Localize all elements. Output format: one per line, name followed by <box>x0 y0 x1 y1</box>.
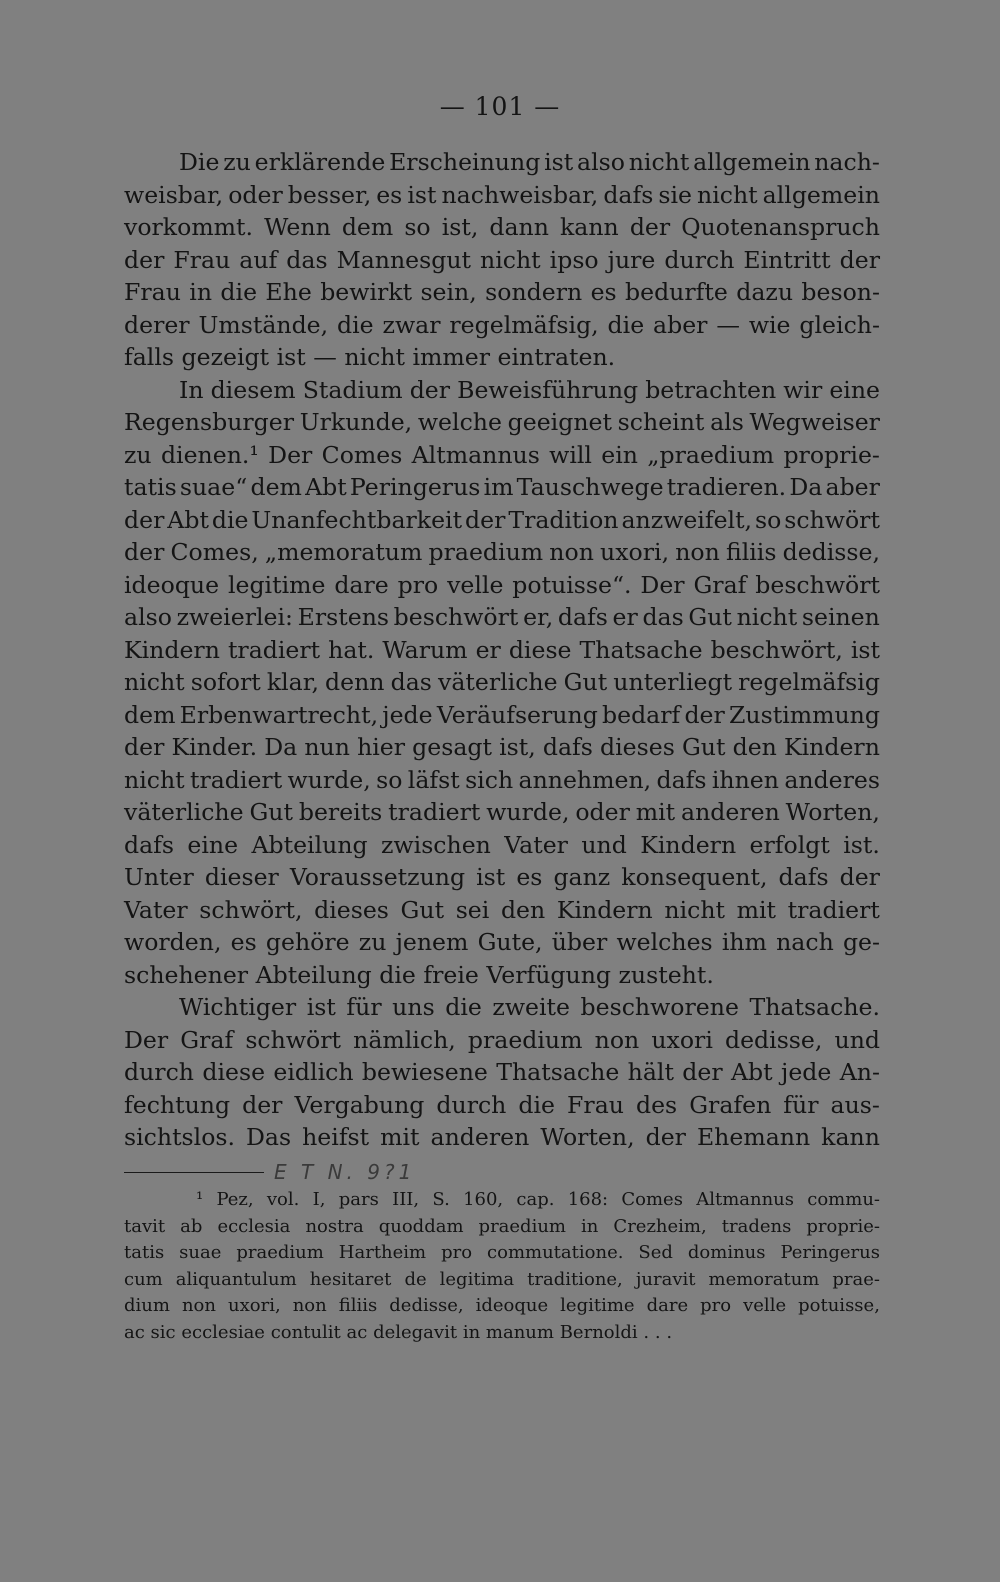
text-line: Regensburger Urkunde, welche geeignet scheint als Wegweiser <box>124 408 880 436</box>
text-line: Kindern tradiert hat. Warum er diese Thatsache beschwört, ist <box>124 635 880 664</box>
footnote-line: dium non uxori, non filiis dedisse, ideoque legitime dare pro velle potuisse, <box>124 1295 880 1316</box>
text-line: schehener Abteilung die freie Verfügung zusteht. <box>124 960 714 989</box>
footnote-line: ¹ Pez, vol. I, pars III, S. 160, cap. 168: Comes Altmannus commu- <box>196 1189 880 1210</box>
footnote-line: ac sic ecclesiae contulit ac delegavit in manum Bernoldi . . . <box>124 1321 673 1343</box>
text-line: Wichtiger ist für uns die zweite beschworene Thatsache. <box>179 993 880 1021</box>
text-line: also zweierlei: Erstens beschwört er, dafs er das Gut nicht seinen <box>124 603 880 631</box>
text-line: der Abt die Unanfechtbarkeit der Tradition anzweifelt, so schwört <box>124 505 880 534</box>
text-line: durch diese eidlich bewiesene Thatsache hält der Abt jede An- <box>124 1058 880 1086</box>
text-line: dafs eine Abteilung zwischen Vater und Kindern erfolgt ist. <box>124 830 880 859</box>
footnote-separator <box>124 1160 524 1190</box>
text-line: nicht sofort klar, denn das väterliche Gut unterliegt regelmäfsig <box>124 668 880 696</box>
footnote-block <box>124 1187 880 1346</box>
page-number: — 101 — <box>439 92 561 121</box>
text-line: Vater schwört, dieses Gut sei den Kindern nicht mit tradiert <box>124 895 880 924</box>
text-line: Frau in die Ehe bewirkt sein, sondern es bedurfte dazu beson- <box>124 278 880 306</box>
text-line: väterliche Gut bereits tradiert wurde, oder mit anderen Worten, <box>124 798 880 826</box>
text-line: derer Umstände, die zwar regelmäfsig, die aber — wie gleich- <box>124 310 880 339</box>
main-text-block <box>124 146 880 1154</box>
text-line: ideoque legitime dare pro velle potuisse“. Der Graf beschwört <box>124 570 880 599</box>
footnote-line: tavit ab ecclesia nostra quoddam praedium in Crezheim, tradens proprie- <box>124 1215 880 1237</box>
text-line: fechtung der Vergabung durch die Frau des Grafen für aus- <box>124 1090 880 1119</box>
text-line: zu dienen.¹ Der Comes Altmannus will ein „praedium proprie- <box>124 440 880 469</box>
text-line: sichtslos. Das heifst mit anderen Worten, der Ehemann kann <box>124 1123 880 1151</box>
text-line: Der Graf schwört nämlich, praedium non uxori dedisse, und <box>124 1025 880 1054</box>
footnote-line: cum aliquantulum hesitaret de legitima traditione, juravit memoratum prae- <box>124 1268 880 1290</box>
footnote-rule <box>124 1172 264 1173</box>
text-line: dem Erbenwartrecht, jede Veräufserung bedarf der Zustimmung <box>124 700 880 729</box>
footnote-line: tatis suae praedium Hartheim pro commutatione. Sed dominus Peringerus <box>124 1242 880 1263</box>
text-line: Die zu erklärende Erscheinung ist also nicht allgemein nach- <box>179 148 880 176</box>
text-line: der Kinder. Da nun hier gesagt ist, dafs dieses Gut den Kindern <box>124 733 880 761</box>
text-line: In diesem Stadium der Beweisführung betrachten wir eine <box>179 375 880 404</box>
handwritten-note: E T N. 9?1 <box>274 1160 416 1184</box>
text-line: der Comes, „memoratum praedium non uxori, non filiis dedisse, <box>124 538 880 566</box>
text-line: worden, es gehöre zu jenem Gute, über welches ihm nach ge- <box>124 928 880 956</box>
text-line: tatis suae“ dem Abt Peringerus im Tauschwege tradieren. Da aber <box>124 473 880 501</box>
text-line: weisbar, oder besser, es ist nachweisbar, dafs sie nicht allgemein <box>124 180 880 209</box>
text-line: der Frau auf das Mannesgut nicht ipso jure durch Eintritt der <box>124 245 880 274</box>
text-line: nicht tradiert wurde, so läfst sich annehmen, dafs ihnen anderes <box>124 765 880 794</box>
text-line: falls gezeigt ist — nicht immer eintraten. <box>124 343 616 371</box>
text-line: vorkommt. Wenn dem so ist, dann kann der Quotenanspruch <box>124 213 880 241</box>
text-line: Unter dieser Voraussetzung ist es ganz konsequent, dafs der <box>124 863 880 891</box>
